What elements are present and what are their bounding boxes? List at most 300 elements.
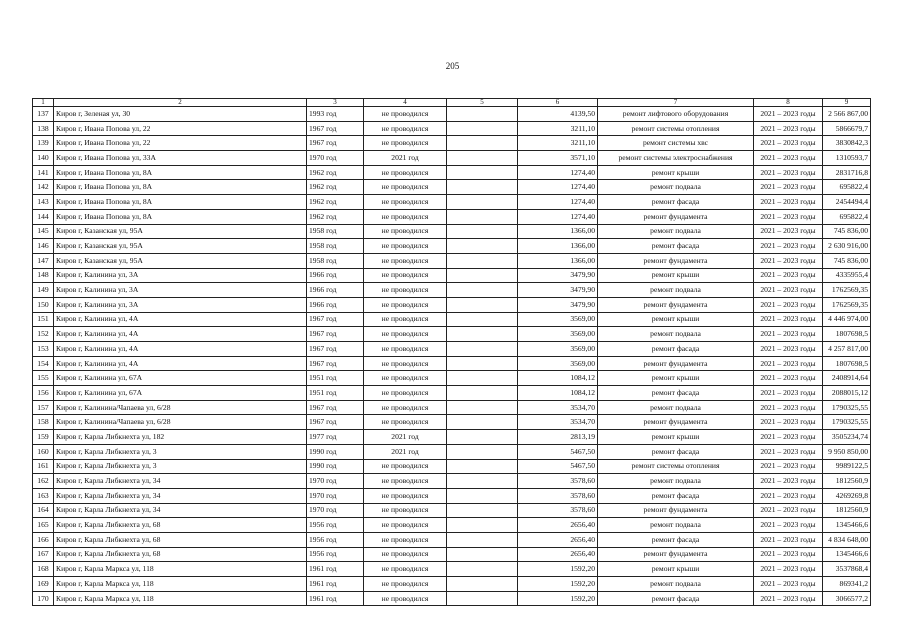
work-type-cell: ремонт подвала bbox=[598, 224, 754, 239]
repair-schedule-table bbox=[32, 98, 871, 606]
column-number-cell: 9 bbox=[823, 99, 871, 107]
col-5-cell bbox=[447, 532, 518, 547]
address-cell: Киров г, Казанская ул, 95А bbox=[54, 253, 307, 268]
address-cell: Киров г, Калинина/Чапаева ул, 6/28 bbox=[54, 400, 307, 415]
column-number-cell: 3 bbox=[307, 99, 364, 107]
area-cell: 1366,00 bbox=[518, 253, 598, 268]
area-cell: 3578,60 bbox=[518, 503, 598, 518]
area-cell: 1592,20 bbox=[518, 562, 598, 577]
build-year-cell: 1970 год bbox=[307, 474, 364, 489]
col-5-cell bbox=[447, 459, 518, 474]
row-number-cell: 167 bbox=[33, 547, 54, 562]
row-number-cell: 169 bbox=[33, 577, 54, 592]
area-cell: 1274,40 bbox=[518, 195, 598, 210]
period-cell: 2021 – 2023 годы bbox=[754, 312, 823, 327]
address-cell: Киров г, Зеленая ул, 30 bbox=[54, 107, 307, 122]
build-year-cell: 1958 год bbox=[307, 224, 364, 239]
build-year-cell: 1956 год bbox=[307, 532, 364, 547]
address-cell: Киров г, Ивана Попова ул, 8А bbox=[54, 209, 307, 224]
col-5-cell bbox=[447, 253, 518, 268]
work-type-cell: ремонт крыши bbox=[598, 562, 754, 577]
last-repair-year-cell: не проводился bbox=[364, 356, 447, 371]
build-year-cell: 1951 год bbox=[307, 386, 364, 401]
col-5-cell bbox=[447, 444, 518, 459]
address-cell: Киров г, Карла Либкнехта ул, 68 bbox=[54, 547, 307, 562]
work-type-cell: ремонт крыши bbox=[598, 312, 754, 327]
address-cell: Киров г, Калинина ул, 67А bbox=[54, 371, 307, 386]
row-number-cell: 158 bbox=[33, 415, 54, 430]
work-type-cell: ремонт фасада bbox=[598, 488, 754, 503]
build-year-cell: 1956 год bbox=[307, 518, 364, 533]
address-cell: Киров г, Калинина ул, 4А bbox=[54, 312, 307, 327]
table-row bbox=[33, 297, 871, 312]
cost-cell: 4 446 974,00 bbox=[823, 312, 871, 327]
address-cell: Киров г, Калинина ул, 4А bbox=[54, 342, 307, 357]
table-row bbox=[33, 195, 871, 210]
table-row bbox=[33, 239, 871, 254]
period-cell: 2021 – 2023 годы bbox=[754, 415, 823, 430]
cost-cell: 745 836,00 bbox=[823, 253, 871, 268]
area-cell: 2813,19 bbox=[518, 430, 598, 445]
row-number-cell: 154 bbox=[33, 356, 54, 371]
period-cell: 2021 – 2023 годы bbox=[754, 518, 823, 533]
last-repair-year-cell: не проводился bbox=[364, 342, 447, 357]
build-year-cell: 1990 год bbox=[307, 444, 364, 459]
last-repair-year-cell: 2021 год bbox=[364, 430, 447, 445]
build-year-cell: 1970 год bbox=[307, 151, 364, 166]
row-number-cell: 146 bbox=[33, 239, 54, 254]
build-year-cell: 1958 год bbox=[307, 253, 364, 268]
address-cell: Киров г, Карла Маркса ул, 118 bbox=[54, 591, 307, 606]
area-cell: 1084,12 bbox=[518, 386, 598, 401]
build-year-cell: 1962 год bbox=[307, 209, 364, 224]
last-repair-year-cell: не проводился bbox=[364, 121, 447, 136]
col-5-cell bbox=[447, 488, 518, 503]
table-row bbox=[33, 444, 871, 459]
row-number-cell: 165 bbox=[33, 518, 54, 533]
last-repair-year-cell: не проводился bbox=[364, 224, 447, 239]
column-number-row bbox=[33, 99, 871, 107]
build-year-cell: 1970 год bbox=[307, 503, 364, 518]
table-row bbox=[33, 268, 871, 283]
table-row bbox=[33, 356, 871, 371]
last-repair-year-cell: 2021 год bbox=[364, 151, 447, 166]
row-number-cell: 155 bbox=[33, 371, 54, 386]
address-cell: Киров г, Карла Либкнехта ул, 182 bbox=[54, 430, 307, 445]
period-cell: 2021 – 2023 годы bbox=[754, 444, 823, 459]
col-5-cell bbox=[447, 151, 518, 166]
build-year-cell: 1993 год bbox=[307, 107, 364, 122]
cost-cell: 5866679,7 bbox=[823, 121, 871, 136]
area-cell: 2656,40 bbox=[518, 547, 598, 562]
last-repair-year-cell: не проводился bbox=[364, 386, 447, 401]
cost-cell: 1807698,5 bbox=[823, 356, 871, 371]
work-type-cell: ремонт фундамента bbox=[598, 547, 754, 562]
last-repair-year-cell: не проводился bbox=[364, 400, 447, 415]
cost-cell: 1762569,35 bbox=[823, 283, 871, 298]
row-number-cell: 143 bbox=[33, 195, 54, 210]
last-repair-year-cell: не проводился bbox=[364, 371, 447, 386]
last-repair-year-cell: не проводился bbox=[364, 591, 447, 606]
address-cell: Киров г, Карла Либкнехта ул, 68 bbox=[54, 518, 307, 533]
work-type-cell: ремонт крыши bbox=[598, 371, 754, 386]
cost-cell: 695822,4 bbox=[823, 180, 871, 195]
table-row bbox=[33, 577, 871, 592]
cost-cell: 3830842,3 bbox=[823, 136, 871, 151]
build-year-cell: 1967 год bbox=[307, 356, 364, 371]
address-cell: Киров г, Карла Маркса ул, 118 bbox=[54, 562, 307, 577]
period-cell: 2021 – 2023 годы bbox=[754, 577, 823, 592]
table-row bbox=[33, 547, 871, 562]
column-number-cell: 8 bbox=[754, 99, 823, 107]
build-year-cell: 1967 год bbox=[307, 342, 364, 357]
period-cell: 2021 – 2023 годы bbox=[754, 151, 823, 166]
period-cell: 2021 – 2023 годы bbox=[754, 268, 823, 283]
period-cell: 2021 – 2023 годы bbox=[754, 562, 823, 577]
work-type-cell: ремонт фундамента bbox=[598, 415, 754, 430]
table-row bbox=[33, 180, 871, 195]
col-5-cell bbox=[447, 400, 518, 415]
period-cell: 2021 – 2023 годы bbox=[754, 224, 823, 239]
cost-cell: 2454494,4 bbox=[823, 195, 871, 210]
build-year-cell: 1967 год bbox=[307, 400, 364, 415]
period-cell: 2021 – 2023 годы bbox=[754, 297, 823, 312]
period-cell: 2021 – 2023 годы bbox=[754, 327, 823, 342]
last-repair-year-cell: не проводился bbox=[364, 518, 447, 533]
row-number-cell: 160 bbox=[33, 444, 54, 459]
build-year-cell: 1962 год bbox=[307, 195, 364, 210]
col-5-cell bbox=[447, 312, 518, 327]
cost-cell: 2 566 867,00 bbox=[823, 107, 871, 122]
build-year-cell: 1967 год bbox=[307, 312, 364, 327]
address-cell: Киров г, Карла Маркса ул, 118 bbox=[54, 577, 307, 592]
work-type-cell: ремонт фундамента bbox=[598, 209, 754, 224]
last-repair-year-cell: не проводился bbox=[364, 327, 447, 342]
area-cell: 1084,12 bbox=[518, 371, 598, 386]
col-5-cell bbox=[447, 342, 518, 357]
area-cell: 3578,60 bbox=[518, 488, 598, 503]
build-year-cell: 1966 год bbox=[307, 268, 364, 283]
cost-cell: 1790325,55 bbox=[823, 415, 871, 430]
last-repair-year-cell: не проводился bbox=[364, 415, 447, 430]
cost-cell: 4 834 648,00 bbox=[823, 532, 871, 547]
table-row bbox=[33, 386, 871, 401]
address-cell: Киров г, Карла Либкнехта ул, 68 bbox=[54, 532, 307, 547]
last-repair-year-cell: не проводился bbox=[364, 503, 447, 518]
row-number-cell: 163 bbox=[33, 488, 54, 503]
period-cell: 2021 – 2023 годы bbox=[754, 532, 823, 547]
period-cell: 2021 – 2023 годы bbox=[754, 488, 823, 503]
work-type-cell: ремонт фасада bbox=[598, 444, 754, 459]
row-number-cell: 140 bbox=[33, 151, 54, 166]
cost-cell: 1762569,35 bbox=[823, 297, 871, 312]
cost-cell: 4335955,4 bbox=[823, 268, 871, 283]
area-cell: 5467,50 bbox=[518, 444, 598, 459]
row-number-cell: 156 bbox=[33, 386, 54, 401]
last-repair-year-cell: не проводился bbox=[364, 107, 447, 122]
period-cell: 2021 – 2023 годы bbox=[754, 386, 823, 401]
column-number-cell: 4 bbox=[364, 99, 447, 107]
work-type-cell: ремонт фундамента bbox=[598, 356, 754, 371]
table-row bbox=[33, 488, 871, 503]
row-number-cell: 170 bbox=[33, 591, 54, 606]
table-row bbox=[33, 327, 871, 342]
address-cell: Киров г, Карла Либкнехта ул, 3 bbox=[54, 459, 307, 474]
last-repair-year-cell: не проводился bbox=[364, 268, 447, 283]
row-number-cell: 137 bbox=[33, 107, 54, 122]
address-cell: Киров г, Карла Либкнехта ул, 3 bbox=[54, 444, 307, 459]
last-repair-year-cell: не проводился bbox=[364, 312, 447, 327]
table-row bbox=[33, 165, 871, 180]
work-type-cell: ремонт подвала bbox=[598, 283, 754, 298]
row-number-cell: 164 bbox=[33, 503, 54, 518]
table-row bbox=[33, 253, 871, 268]
address-cell: Киров г, Калинина ул, 4А bbox=[54, 327, 307, 342]
table-row bbox=[33, 136, 871, 151]
area-cell: 3479,90 bbox=[518, 268, 598, 283]
period-cell: 2021 – 2023 годы bbox=[754, 136, 823, 151]
address-cell: Киров г, Калинина ул, 4А bbox=[54, 356, 307, 371]
build-year-cell: 1970 год bbox=[307, 488, 364, 503]
address-cell: Киров г, Карла Либкнехта ул, 34 bbox=[54, 488, 307, 503]
build-year-cell: 1977 год bbox=[307, 430, 364, 445]
column-number-cell: 1 bbox=[33, 99, 54, 107]
page-number: 205 bbox=[445, 61, 460, 71]
table-row bbox=[33, 591, 871, 606]
cost-cell: 4 257 817,00 bbox=[823, 342, 871, 357]
col-5-cell bbox=[447, 415, 518, 430]
last-repair-year-cell: не проводился bbox=[364, 180, 447, 195]
table-row bbox=[33, 371, 871, 386]
build-year-cell: 1962 год bbox=[307, 180, 364, 195]
row-number-cell: 148 bbox=[33, 268, 54, 283]
cost-cell: 1345466,6 bbox=[823, 518, 871, 533]
column-number-cell: 7 bbox=[598, 99, 754, 107]
table-row bbox=[33, 400, 871, 415]
period-cell: 2021 – 2023 годы bbox=[754, 283, 823, 298]
work-type-cell: ремонт подвала bbox=[598, 518, 754, 533]
build-year-cell: 1951 год bbox=[307, 371, 364, 386]
address-cell: Киров г, Ивана Попова ул, 33А bbox=[54, 151, 307, 166]
table-row bbox=[33, 312, 871, 327]
col-5-cell bbox=[447, 591, 518, 606]
col-5-cell bbox=[447, 327, 518, 342]
row-number-cell: 147 bbox=[33, 253, 54, 268]
work-type-cell: ремонт подвала bbox=[598, 577, 754, 592]
area-cell: 3211,10 bbox=[518, 136, 598, 151]
work-type-cell: ремонт системы отопления bbox=[598, 121, 754, 136]
table-row bbox=[33, 342, 871, 357]
cost-cell: 1790325,55 bbox=[823, 400, 871, 415]
period-cell: 2021 – 2023 годы bbox=[754, 180, 823, 195]
last-repair-year-cell: не проводился bbox=[364, 459, 447, 474]
col-5-cell bbox=[447, 518, 518, 533]
build-year-cell: 1961 год bbox=[307, 577, 364, 592]
col-5-cell bbox=[447, 474, 518, 489]
row-number-cell: 157 bbox=[33, 400, 54, 415]
area-cell: 3479,90 bbox=[518, 283, 598, 298]
table-row bbox=[33, 121, 871, 136]
address-cell: Киров г, Калинина ул, 67А bbox=[54, 386, 307, 401]
period-cell: 2021 – 2023 годы bbox=[754, 195, 823, 210]
row-number-cell: 142 bbox=[33, 180, 54, 195]
col-5-cell bbox=[447, 195, 518, 210]
area-cell: 4139,50 bbox=[518, 107, 598, 122]
column-number-cell: 5 bbox=[447, 99, 518, 107]
cost-cell: 1345466,6 bbox=[823, 547, 871, 562]
work-type-cell: ремонт фасада bbox=[598, 239, 754, 254]
table-row bbox=[33, 107, 871, 122]
cost-cell: 3066577,2 bbox=[823, 591, 871, 606]
area-cell: 1592,20 bbox=[518, 577, 598, 592]
table-row bbox=[33, 562, 871, 577]
address-cell: Киров г, Калинина ул, 3А bbox=[54, 283, 307, 298]
period-cell: 2021 – 2023 годы bbox=[754, 209, 823, 224]
period-cell: 2021 – 2023 годы bbox=[754, 342, 823, 357]
period-cell: 2021 – 2023 годы bbox=[754, 591, 823, 606]
area-cell: 1366,00 bbox=[518, 239, 598, 254]
period-cell: 2021 – 2023 годы bbox=[754, 253, 823, 268]
cost-cell: 2088015,12 bbox=[823, 386, 871, 401]
last-repair-year-cell: не проводился bbox=[364, 283, 447, 298]
table-body bbox=[33, 99, 871, 606]
cost-cell: 9989122,5 bbox=[823, 459, 871, 474]
col-5-cell bbox=[447, 430, 518, 445]
area-cell: 3569,00 bbox=[518, 342, 598, 357]
col-5-cell bbox=[447, 386, 518, 401]
cost-cell: 3505234,74 bbox=[823, 430, 871, 445]
period-cell: 2021 – 2023 годы bbox=[754, 371, 823, 386]
last-repair-year-cell: не проводился bbox=[364, 474, 447, 489]
address-cell: Киров г, Ивана Попова ул, 22 bbox=[54, 121, 307, 136]
table-row bbox=[33, 430, 871, 445]
area-cell: 3534,70 bbox=[518, 400, 598, 415]
last-repair-year-cell: не проводился bbox=[364, 165, 447, 180]
table-row bbox=[33, 518, 871, 533]
col-5-cell bbox=[447, 136, 518, 151]
cost-cell: 3537868,4 bbox=[823, 562, 871, 577]
row-number-cell: 144 bbox=[33, 209, 54, 224]
work-type-cell: ремонт фасада bbox=[598, 195, 754, 210]
cost-cell: 695822,4 bbox=[823, 209, 871, 224]
row-number-cell: 145 bbox=[33, 224, 54, 239]
col-5-cell bbox=[447, 371, 518, 386]
row-number-cell: 161 bbox=[33, 459, 54, 474]
last-repair-year-cell: не проводился bbox=[364, 532, 447, 547]
cost-cell: 2408914,64 bbox=[823, 371, 871, 386]
cost-cell: 4269269,8 bbox=[823, 488, 871, 503]
cost-cell: 2 630 916,00 bbox=[823, 239, 871, 254]
work-type-cell: ремонт фасада bbox=[598, 532, 754, 547]
col-5-cell bbox=[447, 297, 518, 312]
area-cell: 2656,40 bbox=[518, 532, 598, 547]
work-type-cell: ремонт крыши bbox=[598, 268, 754, 283]
col-5-cell bbox=[447, 209, 518, 224]
area-cell: 3571,10 bbox=[518, 151, 598, 166]
row-number-cell: 141 bbox=[33, 165, 54, 180]
work-type-cell: ремонт подвала bbox=[598, 180, 754, 195]
last-repair-year-cell: не проводился bbox=[364, 562, 447, 577]
last-repair-year-cell: не проводился bbox=[364, 239, 447, 254]
work-type-cell: ремонт фундамента bbox=[598, 503, 754, 518]
last-repair-year-cell: не проводился bbox=[364, 209, 447, 224]
col-5-cell bbox=[447, 547, 518, 562]
table-row bbox=[33, 151, 871, 166]
area-cell: 3578,60 bbox=[518, 474, 598, 489]
period-cell: 2021 – 2023 годы bbox=[754, 503, 823, 518]
work-type-cell: ремонт подвала bbox=[598, 327, 754, 342]
address-cell: Киров г, Калинина/Чапаева ул, 6/28 bbox=[54, 415, 307, 430]
period-cell: 2021 – 2023 годы bbox=[754, 459, 823, 474]
area-cell: 1274,40 bbox=[518, 180, 598, 195]
cost-cell: 1807698,5 bbox=[823, 327, 871, 342]
period-cell: 2021 – 2023 годы bbox=[754, 239, 823, 254]
area-cell: 1592,20 bbox=[518, 591, 598, 606]
period-cell: 2021 – 2023 годы bbox=[754, 400, 823, 415]
row-number-cell: 159 bbox=[33, 430, 54, 445]
work-type-cell: ремонт подвала bbox=[598, 474, 754, 489]
build-year-cell: 1966 год bbox=[307, 297, 364, 312]
area-cell: 1274,40 bbox=[518, 165, 598, 180]
build-year-cell: 1956 год bbox=[307, 547, 364, 562]
work-type-cell: ремонт системы хвс bbox=[598, 136, 754, 151]
area-cell: 3569,00 bbox=[518, 356, 598, 371]
address-cell: Киров г, Калинина ул, 3А bbox=[54, 268, 307, 283]
col-5-cell bbox=[447, 107, 518, 122]
col-5-cell bbox=[447, 180, 518, 195]
row-number-cell: 149 bbox=[33, 283, 54, 298]
col-5-cell bbox=[447, 283, 518, 298]
work-type-cell: ремонт системы электроснабжения bbox=[598, 151, 754, 166]
row-number-cell: 151 bbox=[33, 312, 54, 327]
table-row bbox=[33, 415, 871, 430]
row-number-cell: 139 bbox=[33, 136, 54, 151]
period-cell: 2021 – 2023 годы bbox=[754, 356, 823, 371]
cost-cell: 9 950 850,00 bbox=[823, 444, 871, 459]
work-type-cell: ремонт лифтового оборудования bbox=[598, 107, 754, 122]
area-cell: 2656,40 bbox=[518, 518, 598, 533]
build-year-cell: 1967 год bbox=[307, 327, 364, 342]
col-5-cell bbox=[447, 356, 518, 371]
last-repair-year-cell: не проводился bbox=[364, 577, 447, 592]
last-repair-year-cell: 2021 год bbox=[364, 444, 447, 459]
work-type-cell: ремонт системы отопления bbox=[598, 459, 754, 474]
table-row bbox=[33, 532, 871, 547]
table-row bbox=[33, 474, 871, 489]
area-cell: 3569,00 bbox=[518, 327, 598, 342]
work-type-cell: ремонт фасада bbox=[598, 591, 754, 606]
address-cell: Киров г, Ивана Попова ул, 8А bbox=[54, 195, 307, 210]
build-year-cell: 1966 год bbox=[307, 283, 364, 298]
row-number-cell: 150 bbox=[33, 297, 54, 312]
address-cell: Киров г, Ивана Попова ул, 22 bbox=[54, 136, 307, 151]
col-5-cell bbox=[447, 165, 518, 180]
address-cell: Киров г, Казанская ул, 95А bbox=[54, 239, 307, 254]
cost-cell: 1310593,7 bbox=[823, 151, 871, 166]
col-5-cell bbox=[447, 562, 518, 577]
period-cell: 2021 – 2023 годы bbox=[754, 107, 823, 122]
cost-cell: 869341,2 bbox=[823, 577, 871, 592]
table-row bbox=[33, 283, 871, 298]
period-cell: 2021 – 2023 годы bbox=[754, 121, 823, 136]
build-year-cell: 1967 год bbox=[307, 415, 364, 430]
period-cell: 2021 – 2023 годы bbox=[754, 547, 823, 562]
cost-cell: 745 836,00 bbox=[823, 224, 871, 239]
address-cell: Киров г, Калинина ул, 3А bbox=[54, 297, 307, 312]
work-type-cell: ремонт подвала bbox=[598, 400, 754, 415]
address-cell: Киров г, Карла Либкнехта ул, 34 bbox=[54, 503, 307, 518]
work-type-cell: ремонт фасада bbox=[598, 386, 754, 401]
